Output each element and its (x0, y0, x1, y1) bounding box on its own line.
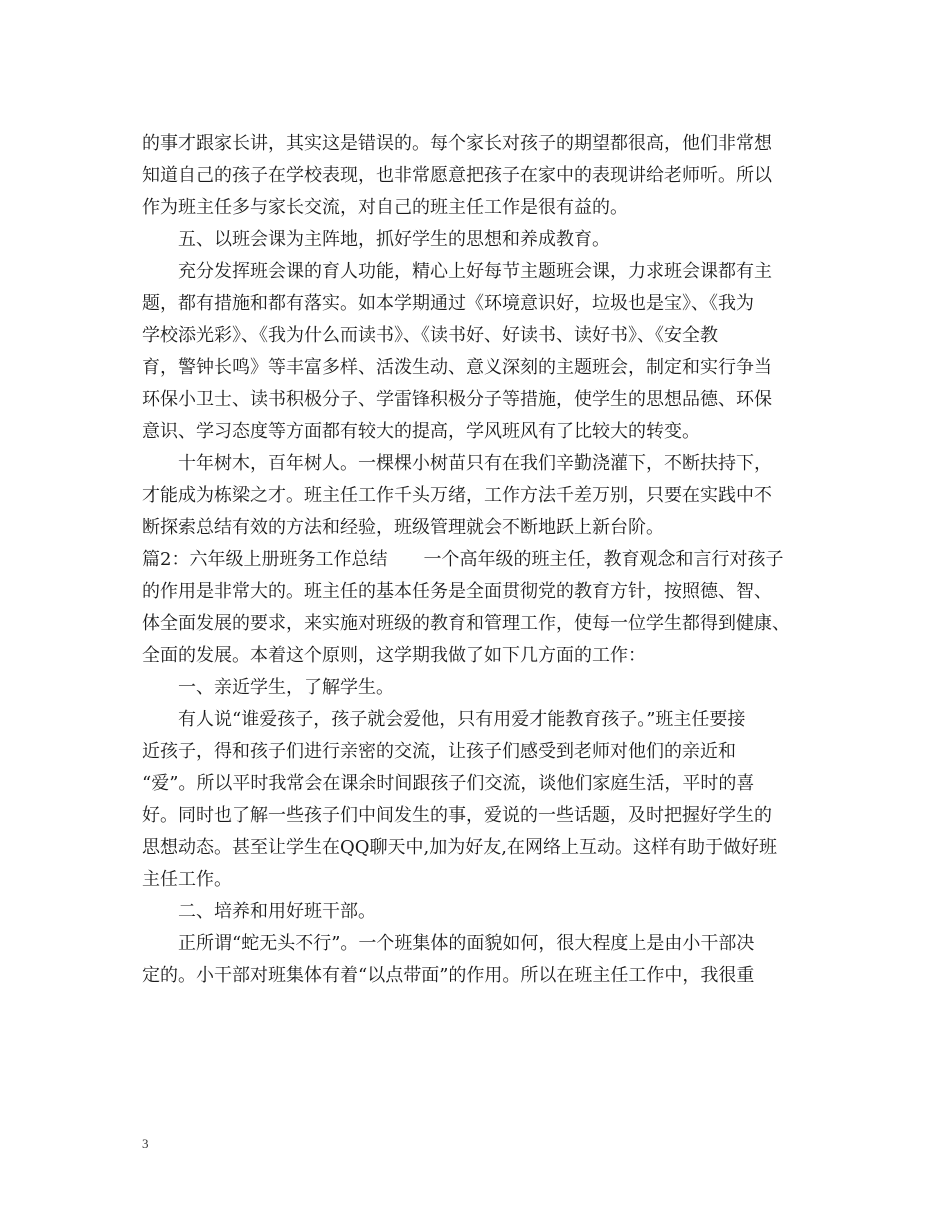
text-line: 作为班主任多与家长交流，对自己的班主任工作是很有益的。 (142, 197, 628, 218)
text-line: 题，都有措施和都有落实。如本学期通过《环境意识好，垃圾也是宝》、《我为 (142, 293, 754, 314)
text-line: 一、亲近学生，了解学生。 (178, 677, 394, 698)
text-line: 正所谓“蛇无头不行”。一个班集体的面貌如何，很大程度上是由小干部决 (178, 933, 755, 954)
text-line: 近孩子，得和孩子们进行亲密的交流，让孩子们感受到老师对他们的亲近和 (142, 741, 736, 762)
text-line: 好。同时也了解一些孩子们中间发生的事，爱说的一些话题，及时把握好学生的 (142, 805, 772, 826)
text-line: 篇2：六年级上册班务工作总结 一个高年级的班主任，教育观念和言行对孩子 (142, 549, 784, 570)
text-line: 的作用是非常大的。班主任的基本任务是全面贯彻党的教育方针，按照德、智、 (142, 581, 772, 602)
text-line: 学校添光彩》、《我为什么而读书》、《读书好、好读书、读好书》、《安全教 (142, 325, 718, 346)
text-line: 十年树木，百年树人。一棵棵小树苗只有在我们辛勤浇灌下，不断扶持下， (178, 453, 772, 474)
text-line: 有人说“谁爱孩子，孩子就会爱他，只有用爱才能教育孩子。”班主任要接 (178, 709, 746, 730)
text-line: 二、培养和用好班干部。 (178, 901, 376, 922)
text-line: 环保小卫士、读书积极分子、学雷锋积极分子等措施，使学生的思想品德、环保 (142, 389, 772, 410)
text-line: “爱”。所以平时我常会在课余时间跟孩子们交流，谈他们家庭生活，平时的喜 (142, 773, 755, 794)
text-line: 育，警钟长鸣》等丰富多样、活泼生动、意义深刻的主题班会，制定和实行争当 (142, 357, 772, 378)
text-line: 的事才跟家长讲，其实这是错误的。每个家长对孩子的期望都很高，他们非常想 (142, 133, 772, 154)
text-line: 主任工作。 (142, 869, 232, 890)
text-line: 全面的发展。本着这个原则，这学期我做了如下几方面的工作： (142, 645, 646, 666)
document-body (142, 128, 810, 992)
text-line: 思想动态。甚至让学生在QQ聊天中,加为好友,在网络上互动。这样有助于做好班 (142, 837, 777, 858)
text-line: 意识、学习态度等方面都有较大的提高，学风班风有了比较大的转变。 (142, 421, 700, 442)
page-number: 3 (142, 1136, 149, 1151)
text-line: 才能成为栋梁之才。班主任工作千头万绪，工作方法千差万别，只要在实践中不 (142, 485, 772, 506)
text-line: 五、以班会课为主阵地，抓好学生的思想和养成教育。 (178, 229, 610, 250)
text-line: 知道自己的孩子在学校表现，也非常愿意把孩子在家中的表现讲给老师听。所以 (142, 165, 772, 186)
text-line: 定的。小干部对班集体有着“以点带面”的作用。所以在班主任工作中，我很重 (142, 965, 755, 986)
text-line: 体全面发展的要求，来实施对班级的教育和管理工作，使每一位学生都得到健康、 (142, 613, 790, 634)
text-line: 断探索总结有效的方法和经验，班级管理就会不断地跃上新台阶。 (142, 517, 664, 538)
text-line: 充分发挥班会课的育人功能，精心上好每节主题班会课，力求班会课都有主 (178, 261, 772, 282)
